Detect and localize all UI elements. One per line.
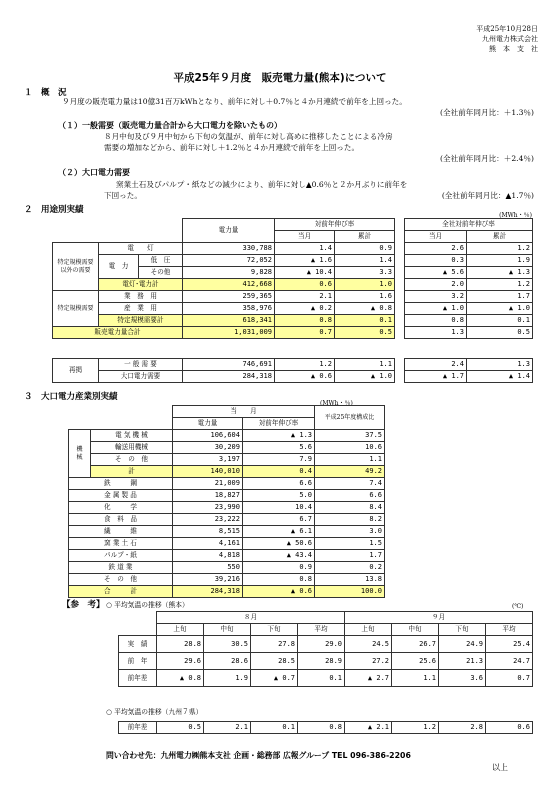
energy-value: 4,818 xyxy=(173,550,243,562)
temp-value: 30.5 xyxy=(204,636,251,653)
energy-value: 30,209 xyxy=(173,442,243,454)
section-3-unit: (MWh・％) xyxy=(320,400,353,407)
temp-value: 21.3 xyxy=(439,653,486,670)
row-label: 電 灯 xyxy=(99,243,183,255)
share-value: 10.6 xyxy=(315,442,385,454)
table-row xyxy=(53,279,533,291)
table-row xyxy=(69,550,385,562)
temp-value: 0.1 xyxy=(251,722,298,734)
share-value: 100.0 xyxy=(315,586,385,598)
company-cumulative: 1.2 xyxy=(467,279,533,291)
temp-value: 3.6 xyxy=(439,670,486,687)
temperature-table xyxy=(118,611,533,687)
row-label: そ の 他 xyxy=(69,574,173,586)
energy-value: 106,604 xyxy=(173,430,243,442)
section-3-heading: ３ 大口電力産業別実績 xyxy=(24,392,118,402)
row-label: 前年差 xyxy=(119,670,157,687)
table-row xyxy=(69,454,385,466)
temp-value: 28.8 xyxy=(157,636,204,653)
machine-group-label: 機 械 xyxy=(69,430,91,478)
company-cumulative: 1.9 xyxy=(467,255,533,267)
row-label: 実 績 xyxy=(119,636,157,653)
share-value: 1.7 xyxy=(315,550,385,562)
yoy-month: 1.2 xyxy=(275,359,335,371)
energy-value: 412,668 xyxy=(183,279,275,291)
yoy-value: 6.6 xyxy=(243,478,315,490)
subsection-1-note: (全社前年同月比：＋2.4％) xyxy=(440,154,534,163)
issue-date: 平成25年10月28日 xyxy=(476,25,538,33)
yoy-value: 7.9 xyxy=(243,454,315,466)
section-2-unit: (MWh・％) xyxy=(499,212,532,219)
yoy-cumulative: 0.5 xyxy=(335,327,395,339)
yoy-month: ▲ 0.2 xyxy=(275,303,335,315)
kyushu-temperature-table xyxy=(118,721,533,734)
temp-value: 0.1 xyxy=(298,670,345,687)
temp-table-unit: (℃) xyxy=(512,603,524,610)
yoy-value: ▲ 6.1 xyxy=(243,526,315,538)
temp-value: 2.1 xyxy=(204,722,251,734)
temp-value: 0.8 xyxy=(298,722,345,734)
document-header xyxy=(476,24,538,54)
table-row xyxy=(69,502,385,514)
table-row xyxy=(53,303,533,315)
temp-value: 1.1 xyxy=(392,670,439,687)
row-label: 低 圧 xyxy=(139,255,183,267)
col-header: 平均 xyxy=(486,624,533,636)
table-row xyxy=(69,562,385,574)
temp-value: 24.7 xyxy=(486,653,533,670)
table-row xyxy=(119,636,533,653)
energy-value: 23,990 xyxy=(173,502,243,514)
share-value: 7.4 xyxy=(315,478,385,490)
yoy-cumulative: ▲ 1.0 xyxy=(335,371,395,383)
share-value: 8.4 xyxy=(315,502,385,514)
energy-value: 284,318 xyxy=(183,371,275,383)
yoy-month: 0.7 xyxy=(275,327,335,339)
energy-value: 3,197 xyxy=(173,454,243,466)
end-mark: 以上 xyxy=(492,763,508,772)
energy-value: 4,161 xyxy=(173,538,243,550)
energy-value: 1,031,009 xyxy=(183,327,275,339)
col-header: 下旬 xyxy=(251,624,298,636)
table-row xyxy=(53,315,533,327)
header-yoy: 対前年伸び率 xyxy=(243,418,315,430)
company-month: 2.6 xyxy=(405,243,467,255)
company-month: 3.2 xyxy=(405,291,467,303)
company-cumulative: ▲ 1.3 xyxy=(467,267,533,279)
energy-value: 284,318 xyxy=(173,586,243,598)
header-current: 当 月 xyxy=(173,406,315,418)
temp-value: ▲ 2.7 xyxy=(345,670,392,687)
row-label: 前 年 xyxy=(119,653,157,670)
yoy-month: 0.6 xyxy=(275,279,335,291)
row-label: 前年差 xyxy=(119,722,157,734)
share-value: 1.1 xyxy=(315,454,385,466)
subsection-2-heading: （２）大口電力需要 xyxy=(58,168,130,177)
header-yoy: 対前年伸び率 xyxy=(275,219,395,231)
yoy-value: ▲ 43.4 xyxy=(243,550,315,562)
header-share: 平成25年度構成比 xyxy=(315,406,385,430)
row-label: 鉄 鋼 xyxy=(69,478,173,490)
table-row xyxy=(69,514,385,526)
header-energy: 電力量 xyxy=(183,219,275,243)
reference-heading: 【参 考】 xyxy=(62,600,105,610)
industry-table xyxy=(68,405,385,598)
temp-value: 25.4 xyxy=(486,636,533,653)
temp-table-title: ○ 平均気温の推移（熊本） xyxy=(106,601,189,609)
temp-value: 0.7 xyxy=(486,670,533,687)
share-value: 1.5 xyxy=(315,538,385,550)
temp-value: ▲ 0.7 xyxy=(251,670,298,687)
temp-value: 29.0 xyxy=(298,636,345,653)
company-month: 1.3 xyxy=(405,327,467,339)
yoy-month: ▲ 10.4 xyxy=(275,267,335,279)
share-value: 49.2 xyxy=(315,466,385,478)
share-value: 6.6 xyxy=(315,490,385,502)
energy-value: 358,976 xyxy=(183,303,275,315)
company-cumulative: 0.5 xyxy=(467,327,533,339)
company-cumulative: 1.7 xyxy=(467,291,533,303)
company-name: 九州電力株式会社 xyxy=(482,35,538,43)
energy-value: 18,827 xyxy=(173,490,243,502)
table-row xyxy=(119,722,533,734)
row-label: 特定規模需要計 xyxy=(99,315,183,327)
yoy-value: ▲ 0.6 xyxy=(243,586,315,598)
month-september: ９月 xyxy=(345,612,533,624)
repost-label: 再掲 xyxy=(53,359,99,383)
contact-footer: 問い合わせ先：九州電力㈱熊本支社 企画・総務部 広報グループ TEL 096-386-2206 xyxy=(106,751,411,760)
energy-value: 330,788 xyxy=(183,243,275,255)
energy-value: 39,216 xyxy=(173,574,243,586)
table-row xyxy=(119,670,533,687)
row-label: 金 属 製 品 xyxy=(69,490,173,502)
temp-value: 0.6 xyxy=(486,722,533,734)
yoy-cumulative: 1.1 xyxy=(335,359,395,371)
row-label: 電 気 機 械 xyxy=(91,430,173,442)
row-label: 大口電力需要 xyxy=(99,371,183,383)
yoy-value: ▲ 1.3 xyxy=(243,430,315,442)
yoy-value: 0.8 xyxy=(243,574,315,586)
company-cumulative: ▲ 1.0 xyxy=(467,303,533,315)
temp-value: 27.8 xyxy=(251,636,298,653)
company-cumulative: 1.2 xyxy=(467,243,533,255)
table-row xyxy=(69,538,385,550)
row-label: その他 xyxy=(139,267,183,279)
row-label: パルプ・紙 xyxy=(69,550,173,562)
temp-value: 24.9 xyxy=(439,636,486,653)
section-1-heading: １ 概 況 xyxy=(24,88,67,98)
header-cumulative: 累計 xyxy=(335,231,395,243)
row-label: そ の 他 xyxy=(91,454,173,466)
temp-value: ▲ 0.8 xyxy=(157,670,204,687)
row-label: 一 般 需 要 xyxy=(99,359,183,371)
section-1-summary: ９月度の販売電力量は10億31百万kWhとなり、前年に対し＋0.7％と４か月連続で前年を上回った。 xyxy=(62,97,407,106)
page-title: 平成25年９月度 販売電力量(熊本)について xyxy=(173,72,387,84)
yoy-cumulative: ▲ 0.8 xyxy=(335,303,395,315)
table-row xyxy=(53,327,533,339)
table-row xyxy=(53,371,533,383)
table-row xyxy=(53,243,533,255)
temp-value: 28.9 xyxy=(298,653,345,670)
energy-value: 72,052 xyxy=(183,255,275,267)
share-value: 13.8 xyxy=(315,574,385,586)
temp-value: 25.6 xyxy=(392,653,439,670)
temp-kyushu-title: ○ 平均気温の推移（九州７県） xyxy=(106,708,203,716)
table-row xyxy=(53,255,533,267)
group-label-special: 特定規模需要 xyxy=(53,291,99,327)
table-row xyxy=(69,574,385,586)
yoy-value: 5.6 xyxy=(243,442,315,454)
company-month: ▲ 1.7 xyxy=(405,371,467,383)
usage-table xyxy=(52,218,533,339)
energy-value: 140,010 xyxy=(173,466,243,478)
table-row xyxy=(69,586,385,598)
temp-value: 0.5 xyxy=(157,722,204,734)
yoy-cumulative: 1.0 xyxy=(335,279,395,291)
yoy-value: 6.7 xyxy=(243,514,315,526)
row-label: 電灯･電力計 xyxy=(99,279,183,291)
yoy-value: 10.4 xyxy=(243,502,315,514)
yoy-value: 5.0 xyxy=(243,490,315,502)
row-label: 鉄 道 業 xyxy=(69,562,173,574)
share-value: 0.2 xyxy=(315,562,385,574)
yoy-cumulative: 0.9 xyxy=(335,243,395,255)
yoy-value: 0.4 xyxy=(243,466,315,478)
yoy-cumulative: 1.4 xyxy=(335,255,395,267)
table-row xyxy=(69,442,385,454)
yoy-month: 0.8 xyxy=(275,315,335,327)
row-label: 窯 業 土 石 xyxy=(69,538,173,550)
company-month: 0.3 xyxy=(405,255,467,267)
yoy-month: 2.1 xyxy=(275,291,335,303)
table-row xyxy=(69,430,385,442)
energy-value: 618,341 xyxy=(183,315,275,327)
share-value: 3.0 xyxy=(315,526,385,538)
col-header: 上旬 xyxy=(157,624,204,636)
temp-value: 26.7 xyxy=(392,636,439,653)
section-2-heading: ２ 用途別実績 xyxy=(24,205,84,215)
company-cumulative: 1.3 xyxy=(467,359,533,371)
row-label: 計 xyxy=(91,466,173,478)
repost-table xyxy=(52,358,533,383)
yoy-cumulative: 0.1 xyxy=(335,315,395,327)
col-header: 上旬 xyxy=(345,624,392,636)
energy-value: 9,828 xyxy=(183,267,275,279)
energy-value: 21,009 xyxy=(173,478,243,490)
row-label: 合 計 xyxy=(69,586,173,598)
subsection-1-line-1: ８月中旬及び９月中旬から下旬の気温が、前年に対し高めに推移したことによる冷房 xyxy=(104,132,393,141)
col-header: 中旬 xyxy=(392,624,439,636)
header-company-cumulative: 累計 xyxy=(467,231,533,243)
company-month: 2.0 xyxy=(405,279,467,291)
temp-value: 27.2 xyxy=(345,653,392,670)
temp-value: 24.5 xyxy=(345,636,392,653)
header-energy: 電力量 xyxy=(173,418,243,430)
table-row xyxy=(69,526,385,538)
company-cumulative: 0.1 xyxy=(467,315,533,327)
company-cumulative: ▲ 1.4 xyxy=(467,371,533,383)
temp-value: 1.9 xyxy=(204,670,251,687)
energy-value: 8,515 xyxy=(173,526,243,538)
header-company-yoy: 全社対前年伸び率 xyxy=(405,219,533,231)
row-label: 食 料 品 xyxy=(69,514,173,526)
energy-value: 746,691 xyxy=(183,359,275,371)
row-label: 繊 維 xyxy=(69,526,173,538)
subsection-2-line-1: 窯業土石及びパルプ・紙などの減少により、前年に対し▲0.6％と２か月ぶりに前年を xyxy=(116,180,408,189)
temp-value: 28.5 xyxy=(251,653,298,670)
col-header: 下旬 xyxy=(439,624,486,636)
yoy-month: ▲ 0.6 xyxy=(275,371,335,383)
temp-value: 28.6 xyxy=(204,653,251,670)
col-header: 中旬 xyxy=(204,624,251,636)
row-label: 業 務 用 xyxy=(99,291,183,303)
energy-value: 259,365 xyxy=(183,291,275,303)
yoy-month: 1.4 xyxy=(275,243,335,255)
energy-value: 23,222 xyxy=(173,514,243,526)
row-label: 輸送用機械 xyxy=(91,442,173,454)
yoy-month: ▲ 1.6 xyxy=(275,255,335,267)
subsection-1-line-2: 需要の増加などから、前年に対し＋1.2％と４か月連続で前年を上回った。 xyxy=(104,143,360,152)
subsection-2-note: (全社前年同月比：▲1.7％) xyxy=(441,191,534,200)
row-label: 産 業 用 xyxy=(99,303,183,315)
subsection-1-heading: （１）一般需要（販売電力量合計から大口電力を除いたもの） xyxy=(58,121,282,130)
table-row xyxy=(53,359,533,371)
subsection-2-line-2: 下回った。 xyxy=(104,191,142,200)
yoy-value: 0.9 xyxy=(243,562,315,574)
header-month: 当月 xyxy=(275,231,335,243)
yoy-value: ▲ 50.6 xyxy=(243,538,315,550)
row-label: 販売電力量合計 xyxy=(53,327,183,339)
col-header: 平均 xyxy=(298,624,345,636)
section-1-note: (全社前年同月比：＋1.3％) xyxy=(440,108,534,117)
company-month: 2.4 xyxy=(405,359,467,371)
month-august: ８月 xyxy=(157,612,345,624)
company-month: 0.8 xyxy=(405,315,467,327)
yoy-cumulative: 1.6 xyxy=(335,291,395,303)
temp-value: 29.6 xyxy=(157,653,204,670)
group-label-other: 特定規模需要以外の需要 xyxy=(53,243,99,291)
header-company-month: 当月 xyxy=(405,231,467,243)
energy-value: 550 xyxy=(173,562,243,574)
table-row xyxy=(69,490,385,502)
share-value: 8.2 xyxy=(315,514,385,526)
company-month: ▲ 5.6 xyxy=(405,267,467,279)
table-row xyxy=(69,466,385,478)
company-month: ▲ 1.0 xyxy=(405,303,467,315)
group-label-power: 電 力 xyxy=(99,255,139,279)
yoy-cumulative: 3.3 xyxy=(335,267,395,279)
table-row xyxy=(119,653,533,670)
table-row xyxy=(69,478,385,490)
share-value: 37.5 xyxy=(315,430,385,442)
temp-value: 2.8 xyxy=(439,722,486,734)
temp-value: ▲ 2.1 xyxy=(345,722,392,734)
temp-value: 1.2 xyxy=(392,722,439,734)
table-row xyxy=(53,291,533,303)
branch-name: 熊 本 支 社 xyxy=(489,45,538,53)
row-label: 化 学 xyxy=(69,502,173,514)
